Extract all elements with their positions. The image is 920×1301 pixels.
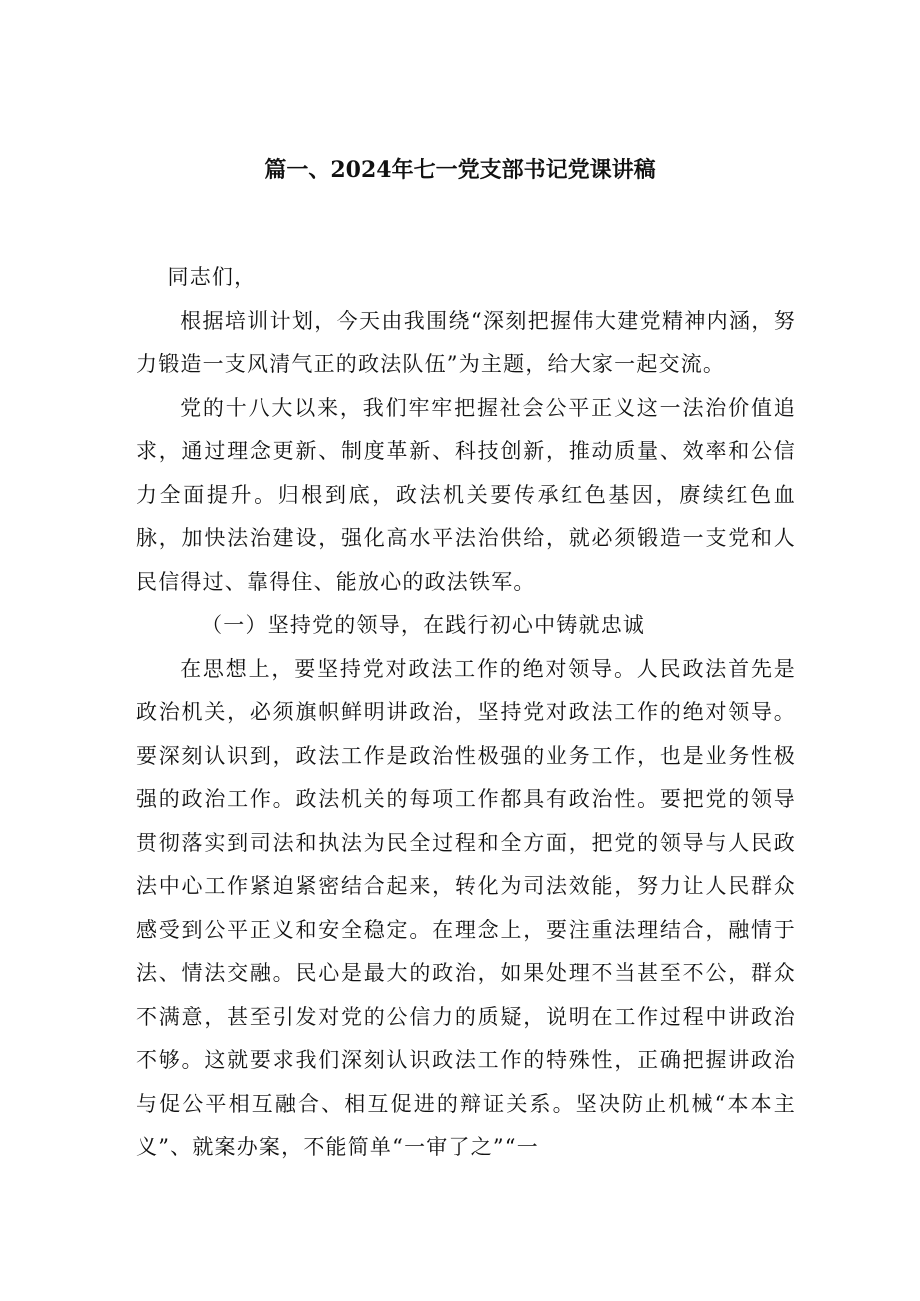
section-heading: （一）坚持党的领导，在践行初心中铸就忠诚 — [201, 613, 646, 637]
paragraph-intro: 根据培训计划，今天由我围绕“深刻把握伟大建党精神内涵，努力锻造一支风清气正的政法队伍”为主题，给大家一起交流。 — [136, 308, 796, 376]
section-paragraph: 在思想上，要坚持党对政法工作的绝对领导。人民政法首先是政治机关，必须旗帜鲜明讲政治，坚持党对政法工作的绝对领导。要深刻认识到，政法工作是政治性极强的业务工作，也是业务性极强的政治工作。政法机关的每项工作都具有政治性。要把党的领导贯彻落实到司法和执法为民全过程和全方面，把党的领导与人民政法中心工作紧迫紧密结合起来，转化为司法效能，努力让人民群众感受到公平正义和安全稳定。在理念上，要注重法理结合，融情于法、情法交融。民心是最大的政治，如果处理不当甚至不公，群众不满意，甚至引发对党的公信力的质疑，说明在工作过程中讲政治不够。这就要求我们深刻认识政法工作的特殊性，正确把握讲政治与促公平相互融合、相互促进的辩证关系。坚决防止机械“本本主义”、就案办案，不能简单“一审了之”“一 — [136, 656, 796, 1159]
paragraph-background: 党的十八大以来，我们牢牢把握社会公平正义这一法治价值追求，通过理念更新、制度革新、科技创新，推动质量、效率和公信力全面提升。归根到底，政法机关要传承红色基因，赓续红色血脉，加快法治建设，强化高水平法治供给，就必须锻造一支党和人民信得过、靠得住、能放心的政法铁军。 — [136, 395, 796, 594]
document-body — [136, 256, 796, 1170]
greeting: 同志们， — [167, 265, 257, 289]
document-title: 篇一、2024年七一党支部书记党课讲稿 — [264, 157, 656, 183]
